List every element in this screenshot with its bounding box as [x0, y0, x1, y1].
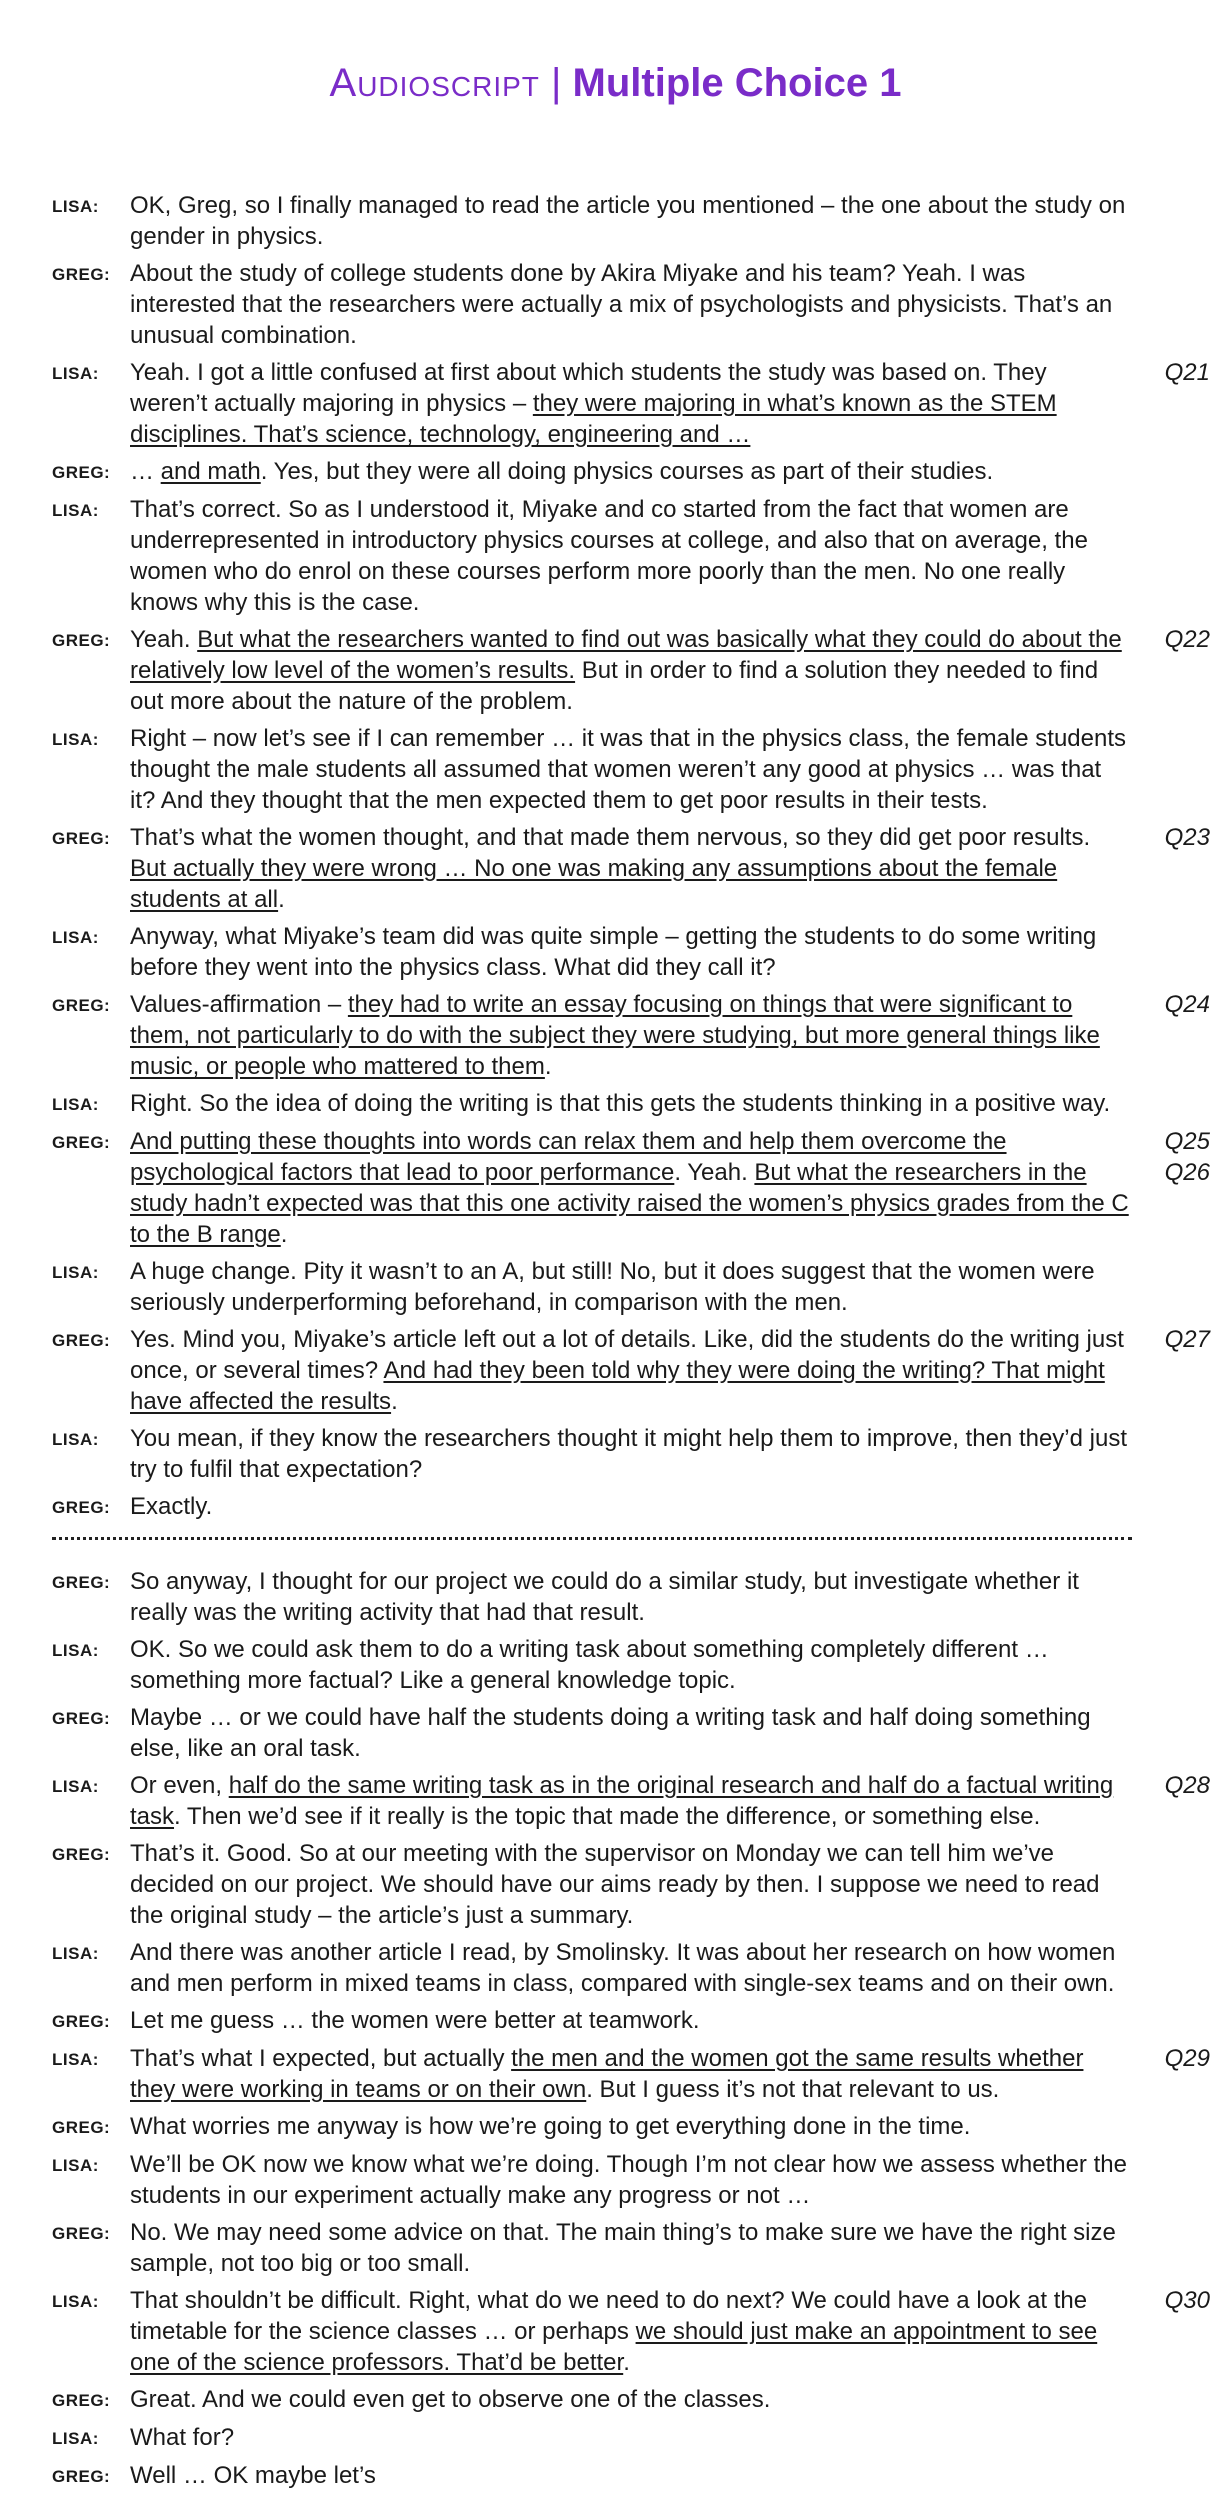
- speech-segment: Yeah. I got a little confused at first about which students the study was based on. They weren’t actually majoring in physics –: [130, 359, 1047, 417]
- speech-text: [130, 822, 1130, 915]
- dialogue-turn: [52, 2149, 1212, 2211]
- dialogue-turn: [52, 822, 1212, 915]
- speaker-label: LISA:: [52, 928, 99, 947]
- speech-text: [130, 357, 1130, 450]
- speech-segment: …: [130, 458, 161, 485]
- speaker-label: GREG:: [52, 996, 111, 1015]
- dialogue-turn: [52, 1088, 1212, 1120]
- speaker-label: LISA:: [52, 2156, 99, 2175]
- speech-segment: We’ll be OK now we know what we’re doing. Though I’m not clear how we assess whether the students in our experiment actually make any progress or not …: [130, 2151, 1127, 2209]
- dialogue-turn: [52, 1324, 1212, 1417]
- speech-text: [130, 2460, 1130, 2491]
- speech-segment: Great. And we could even get to observe one of the classes.: [130, 2386, 771, 2413]
- speaker-label: GREG:: [52, 2012, 111, 2031]
- speech-text: [130, 1126, 1130, 1250]
- speech-segment: No. We may need some advice on that. The main thing’s to make sure we have the right size sample, not too big or too small.: [130, 2219, 1116, 2277]
- dialogue-turn: [52, 1937, 1212, 1999]
- dialogue-turn: [52, 494, 1212, 618]
- dialogue-turn: [52, 1491, 1212, 1523]
- question-ref: Q21: [1164, 359, 1210, 386]
- speech-segment: Let me guess … the women were better at teamwork.: [130, 2007, 700, 2034]
- speaker-label: LISA:: [52, 2292, 99, 2311]
- speech-segment: What for?: [130, 2424, 235, 2451]
- speech-text: [130, 2422, 1130, 2453]
- speech-text: [130, 1491, 1130, 1522]
- speech-segment: Values-affirmation –: [130, 991, 348, 1018]
- answer-underline: we should just make an appointment to see one of the science professors. That’d be better: [130, 2318, 1098, 2376]
- question-ref: Q25: [1164, 1128, 1210, 1155]
- speech-segment: A huge change. Pity it wasn’t to an A, but still! No, but it does suggest that the women were seriously underperforming beforehand, in comparison with the men.: [130, 1258, 1095, 1316]
- title-main: Multiple Choice 1: [572, 61, 902, 105]
- speech-text: [130, 1566, 1130, 1628]
- speech-segment: About the study of college students done by Akira Miyake and his team? Yeah. I was interested that the researchers were actually a mix of psychologists and physicists. That’s an unusual combination.: [130, 260, 1113, 349]
- dialogue-turn: [52, 190, 1212, 252]
- speech-segment: .: [391, 1388, 398, 1415]
- speaker-label: GREG:: [52, 265, 111, 284]
- answer-underline: But what the researchers wanted to find out was basically what they could do about the relatively low level of the women’s results.: [130, 626, 1122, 684]
- speech-text: [130, 1324, 1130, 1417]
- dialogue-turn: [52, 989, 1212, 1082]
- speech-segment: .: [280, 1221, 288, 1248]
- speech-segment: That’s what the women thought, and that made them nervous, so they did get poor results.: [130, 824, 1091, 851]
- speech-segment: Right – now let’s see if I can remember … it was that in the physics class, the female students thought the male students all assumed that women weren’t any good at physics … was that it? And they thought that the men expected them to get poor results in their tests.: [130, 725, 1127, 814]
- title-prefix: Audioscript: [329, 61, 540, 105]
- speech-segment: So anyway, I thought for our project we could do a similar study, but investigate whether it really was the writing activity that had that result.: [130, 1568, 1079, 1626]
- dialogue-turn: [52, 2460, 1212, 2492]
- speaker-label: GREG:: [52, 1573, 111, 1592]
- speech-text: [130, 494, 1130, 618]
- question-ref: Q22: [1164, 626, 1210, 653]
- question-ref: Q30: [1164, 2287, 1210, 2314]
- question-ref-column: [1130, 2043, 1210, 2074]
- speech-segment: That’s it. Good. So at our meeting with the supervisor on Monday we can tell him we’ve decided on our project. We should have our aims ready by then. I suppose we need to read the original study – the article’s just a summary.: [130, 1840, 1100, 1929]
- speaker-label: GREG:: [52, 1133, 111, 1152]
- speaker-label: GREG:: [52, 2467, 111, 2486]
- dialogue-turn: [52, 723, 1212, 816]
- question-ref-column: [1130, 357, 1210, 388]
- question-ref-column: [1130, 1324, 1210, 1355]
- speech-segment: OK, Greg, so I finally managed to read the article you mentioned – the one about the study on gender in physics.: [130, 192, 1126, 250]
- speech-text: [130, 2005, 1130, 2036]
- speaker-label: LISA:: [52, 1263, 99, 1282]
- speech-text: [130, 2384, 1130, 2415]
- answer-underline: they were majoring in what’s known as the STEM disciplines. That’s science, technology, engineering and …: [130, 390, 1057, 448]
- speaker-label: GREG:: [52, 2391, 111, 2410]
- dialogue-turn: [52, 1770, 1212, 1832]
- question-ref: Q29: [1164, 2045, 1210, 2072]
- dialogue-turn: [52, 456, 1212, 488]
- speech-segment: Exactly.: [130, 1493, 213, 1520]
- speech-text: [130, 1088, 1130, 1119]
- dialogue-turn: [52, 2422, 1212, 2454]
- dialogue-turn: [52, 1838, 1212, 1931]
- speech-segment: Well … OK maybe let’s: [130, 2462, 376, 2489]
- speaker-label: LISA:: [52, 501, 99, 520]
- dialogue-turn: [52, 2217, 1212, 2279]
- page-title: [0, 58, 1231, 108]
- speaker-label: GREG:: [52, 2224, 111, 2243]
- speech-text: [130, 624, 1130, 717]
- question-ref-column: [1130, 1126, 1210, 1188]
- speech-segment: You mean, if they know the researchers thought it might help them to improve, then they’d just try to fulfil that expectation?: [130, 1425, 1127, 1483]
- speaker-label: LISA:: [52, 2050, 99, 2069]
- speaker-label: LISA:: [52, 1777, 99, 1796]
- question-ref: Q23: [1164, 824, 1210, 851]
- speaker-label: GREG:: [52, 829, 111, 848]
- speech-segment: That shouldn’t be difficult. Right, what do we need to do next? We could have a look at the timetable for the science classes … or perhaps: [130, 2287, 1088, 2345]
- answer-underline: And putting these thoughts into words can relax them and help them overcome the psychological factors that lead to poor performance: [130, 1128, 1007, 1186]
- speech-text: [130, 1702, 1130, 1764]
- speech-text: [130, 1770, 1130, 1832]
- speech-segment: And there was another article I read, by Smolinsky. It was about her research on how women and men perform in mixed teams in class, compared with single-sex teams and on their own.: [130, 1939, 1116, 1997]
- dialogue-turn: [52, 1702, 1212, 1764]
- speech-segment: .: [623, 2349, 630, 2376]
- speaker-label: LISA:: [52, 2429, 99, 2448]
- speech-text: [130, 2149, 1130, 2211]
- speaker-label: GREG:: [52, 463, 111, 482]
- question-ref-column: [1130, 989, 1210, 1020]
- speech-text: [130, 921, 1130, 983]
- speech-segment: Or even,: [130, 1772, 229, 1799]
- speech-text: [130, 1838, 1130, 1931]
- speaker-label: LISA:: [52, 1641, 99, 1660]
- speech-text: [130, 2217, 1130, 2279]
- speaker-label: LISA:: [52, 1095, 99, 1114]
- question-ref-column: [1130, 822, 1210, 853]
- speech-text: [130, 989, 1130, 1082]
- speech-text: [130, 190, 1130, 252]
- speech-text: [130, 258, 1130, 351]
- question-ref: Q24: [1164, 991, 1210, 1018]
- speech-segment: Anyway, what Miyake’s team did was quite simple – getting the students to do some writing before they went into the physics class. What did they call it?: [130, 923, 1097, 981]
- answer-underline: and math: [160, 458, 261, 485]
- speech-text: [130, 723, 1130, 816]
- title-separator: |: [539, 61, 573, 105]
- speaker-label: LISA:: [52, 1430, 99, 1449]
- speech-text: [130, 456, 1130, 487]
- speech-text: [130, 1423, 1130, 1485]
- answer-underline: But actually they were wrong … No one was making any assumptions about the female students at all: [130, 855, 1058, 913]
- speech-segment: That’s correct. So as I understood it, Miyake and co started from the fact that women are underrepresented in introductory physics courses at college, and also that on average, the women who do enrol on these courses perform more poorly than the men. No one really knows why this is the case.: [130, 496, 1088, 616]
- section-divider: [52, 1537, 1132, 1540]
- question-ref-column: [1130, 1770, 1210, 1801]
- speaker-label: GREG:: [52, 1498, 111, 1517]
- speech-text: [130, 1937, 1130, 1999]
- dialogue-turn: [52, 1566, 1212, 1628]
- speech-text: [130, 2043, 1130, 2105]
- dialogue-turn: [52, 357, 1212, 450]
- speaker-label: LISA:: [52, 364, 99, 383]
- speech-segment: Yeah.: [130, 626, 198, 653]
- speaker-label: GREG:: [52, 1331, 111, 1350]
- speech-segment: .: [278, 886, 285, 913]
- speaker-label: LISA:: [52, 197, 99, 216]
- answer-underline: the men and the women got the same results whether they were working in teams or on their own: [130, 2045, 1084, 2103]
- speech-segment: Yes. Mind you, Miyake’s article left out a lot of details. Like, did the students do the writing just once, or several times?: [130, 1326, 1124, 1384]
- dialogue-turn: [52, 258, 1212, 351]
- question-ref-column: [1130, 624, 1210, 655]
- speaker-label: LISA:: [52, 1944, 99, 1963]
- speaker-label: GREG:: [52, 1845, 111, 1864]
- speech-segment: . But I guess it’s not that relevant to us.: [586, 2076, 1000, 2103]
- question-ref: Q27: [1164, 1326, 1210, 1353]
- speech-segment: Right. So the idea of doing the writing is that this gets the students thinking in a positive way.: [130, 1090, 1111, 1117]
- answer-underline: half do the same writing task as in the original research and half do a factual writing task: [130, 1772, 1114, 1830]
- speaker-label: GREG:: [52, 631, 111, 650]
- question-ref-column: [1130, 2285, 1210, 2316]
- dialogue-turn: [52, 624, 1212, 717]
- speech-segment: . Then we’d see if it really is the topic that made the difference, or something else.: [174, 1803, 1041, 1830]
- question-ref: Q26: [1164, 1159, 1210, 1186]
- dialogue-turn: [52, 1126, 1212, 1250]
- speech-segment: What worries me anyway is how we’re going to get everything done in the time.: [130, 2113, 971, 2140]
- speaker-label: GREG:: [52, 1709, 111, 1728]
- answer-underline: But what the researchers in the study hadn’t expected was that this one activity raised the women’s physics grades from the C to the B range: [130, 1159, 1129, 1248]
- question-ref: Q28: [1164, 1772, 1210, 1799]
- dialogue-turn: [52, 2043, 1212, 2105]
- answer-underline: they had to write an essay focusing on things that were significant to them, not particularly to do with the subject they were studying, but more general things like music, or people who mattered to them: [130, 991, 1100, 1080]
- dialogue-turn: [52, 2384, 1212, 2416]
- dialogue-turn: [52, 2111, 1212, 2143]
- speaker-label: GREG:: [52, 2118, 111, 2137]
- speech-segment: .: [544, 1053, 552, 1080]
- speech-segment: OK. So we could ask them to do a writing task about something completely different … something more factual? Like a general knowledge topic.: [130, 1636, 1049, 1694]
- dialogue-turn: [52, 1423, 1212, 1485]
- answer-underline: And had they been told why they were doing the writing? That might have affected the results: [130, 1357, 1105, 1415]
- dialogue-turn: [52, 1634, 1212, 1696]
- audioscript-transcript: [52, 190, 1212, 2498]
- speaker-label: LISA:: [52, 730, 99, 749]
- speech-text: [130, 1634, 1130, 1696]
- dialogue-turn: [52, 921, 1212, 983]
- dialogue-turn: [52, 2285, 1212, 2378]
- speech-segment: . Yes, but they were all doing physics courses as part of their studies.: [260, 458, 994, 485]
- dialogue-turn: [52, 2005, 1212, 2037]
- speech-text: [130, 2111, 1130, 2142]
- speech-segment: That’s what I expected, but actually: [130, 2045, 512, 2072]
- dialogue-turn: [52, 1256, 1212, 1318]
- speech-segment: . Yeah.: [674, 1159, 755, 1186]
- speech-text: [130, 2285, 1130, 2378]
- speech-segment: Maybe … or we could have half the students doing a writing task and half doing something else, like an oral task.: [130, 1704, 1091, 1762]
- speech-segment: But in order to find a solution they needed to find out more about the nature of the problem.: [130, 657, 1099, 715]
- speech-text: [130, 1256, 1130, 1318]
